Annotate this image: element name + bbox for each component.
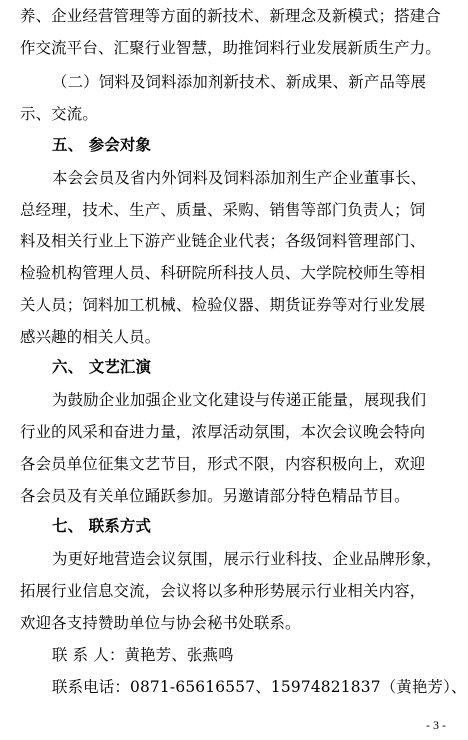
section-heading: 五、 参会对象: [52, 136, 152, 154]
body-text-line: 总经理，技术、生产、质量、采购、销售等部门负责人；饲: [20, 201, 426, 219]
body-text-line: 检验机构管理人员、科研院所科技人员、大学院校师生等相: [20, 264, 426, 282]
body-text-line: 料及相关行业上下游产业链企业代表；各级饲料管理部门、: [20, 232, 426, 250]
body-text-line: 感兴趣的相关人员。: [20, 328, 161, 346]
body-text-line: 欢迎各支持赞助单位与协会秘书处联系。: [20, 614, 301, 632]
body-text-line: 行业的风采和奋进力量，浓厚活动氛围，本次会议晚会特向: [20, 423, 426, 441]
body-text-line: 为鼓励企业加强企业文化建设与传递正能量，展现我们: [52, 391, 427, 409]
body-text-line: 作交流平台、汇聚行业智慧，助推饲料行业发展新质生产力。: [20, 39, 441, 57]
body-text-line: 养、企业经营管理等方面的新技术、新理念及新模式；搭建合: [20, 7, 441, 25]
body-text-line: 关人员；饲料加工机械、检验仪器、期货证券等对行业发展: [20, 296, 426, 314]
body-text-line: 各会员单位征集文艺节目，形式不限，内容积极向上，欢迎: [20, 455, 426, 473]
body-text-line: 各会员及有关单位踊跃参加。另邀请部分特色精品节目。: [20, 487, 410, 505]
body-text-line: 本会会员及省内外饲料及饲料添加剂生产企业董事长、: [52, 169, 427, 187]
section-heading: 六、 文艺汇演: [52, 358, 152, 376]
body-text-line: 为更好地营造会议氛围，展示行业科技、企业品牌形象，: [52, 550, 442, 568]
contact-phone-line: 联系电话：0871-65616557、15974821837（黄艳芳）、: [52, 678, 467, 696]
body-text-line: （二）饲料及饲料添加剂新技术、新成果、新产品等展: [52, 73, 427, 91]
section-heading: 七、 联系方式: [52, 517, 152, 535]
page-number: - 3 -: [426, 718, 446, 732]
body-text-line: 示、交流。: [20, 105, 98, 123]
contact-person-line: 联 系 人：黄艳芳、张燕鸣: [52, 646, 234, 664]
body-text-line: 拓展行业信息交流，会议将以多种形势展示行业相关内容，: [20, 582, 426, 600]
